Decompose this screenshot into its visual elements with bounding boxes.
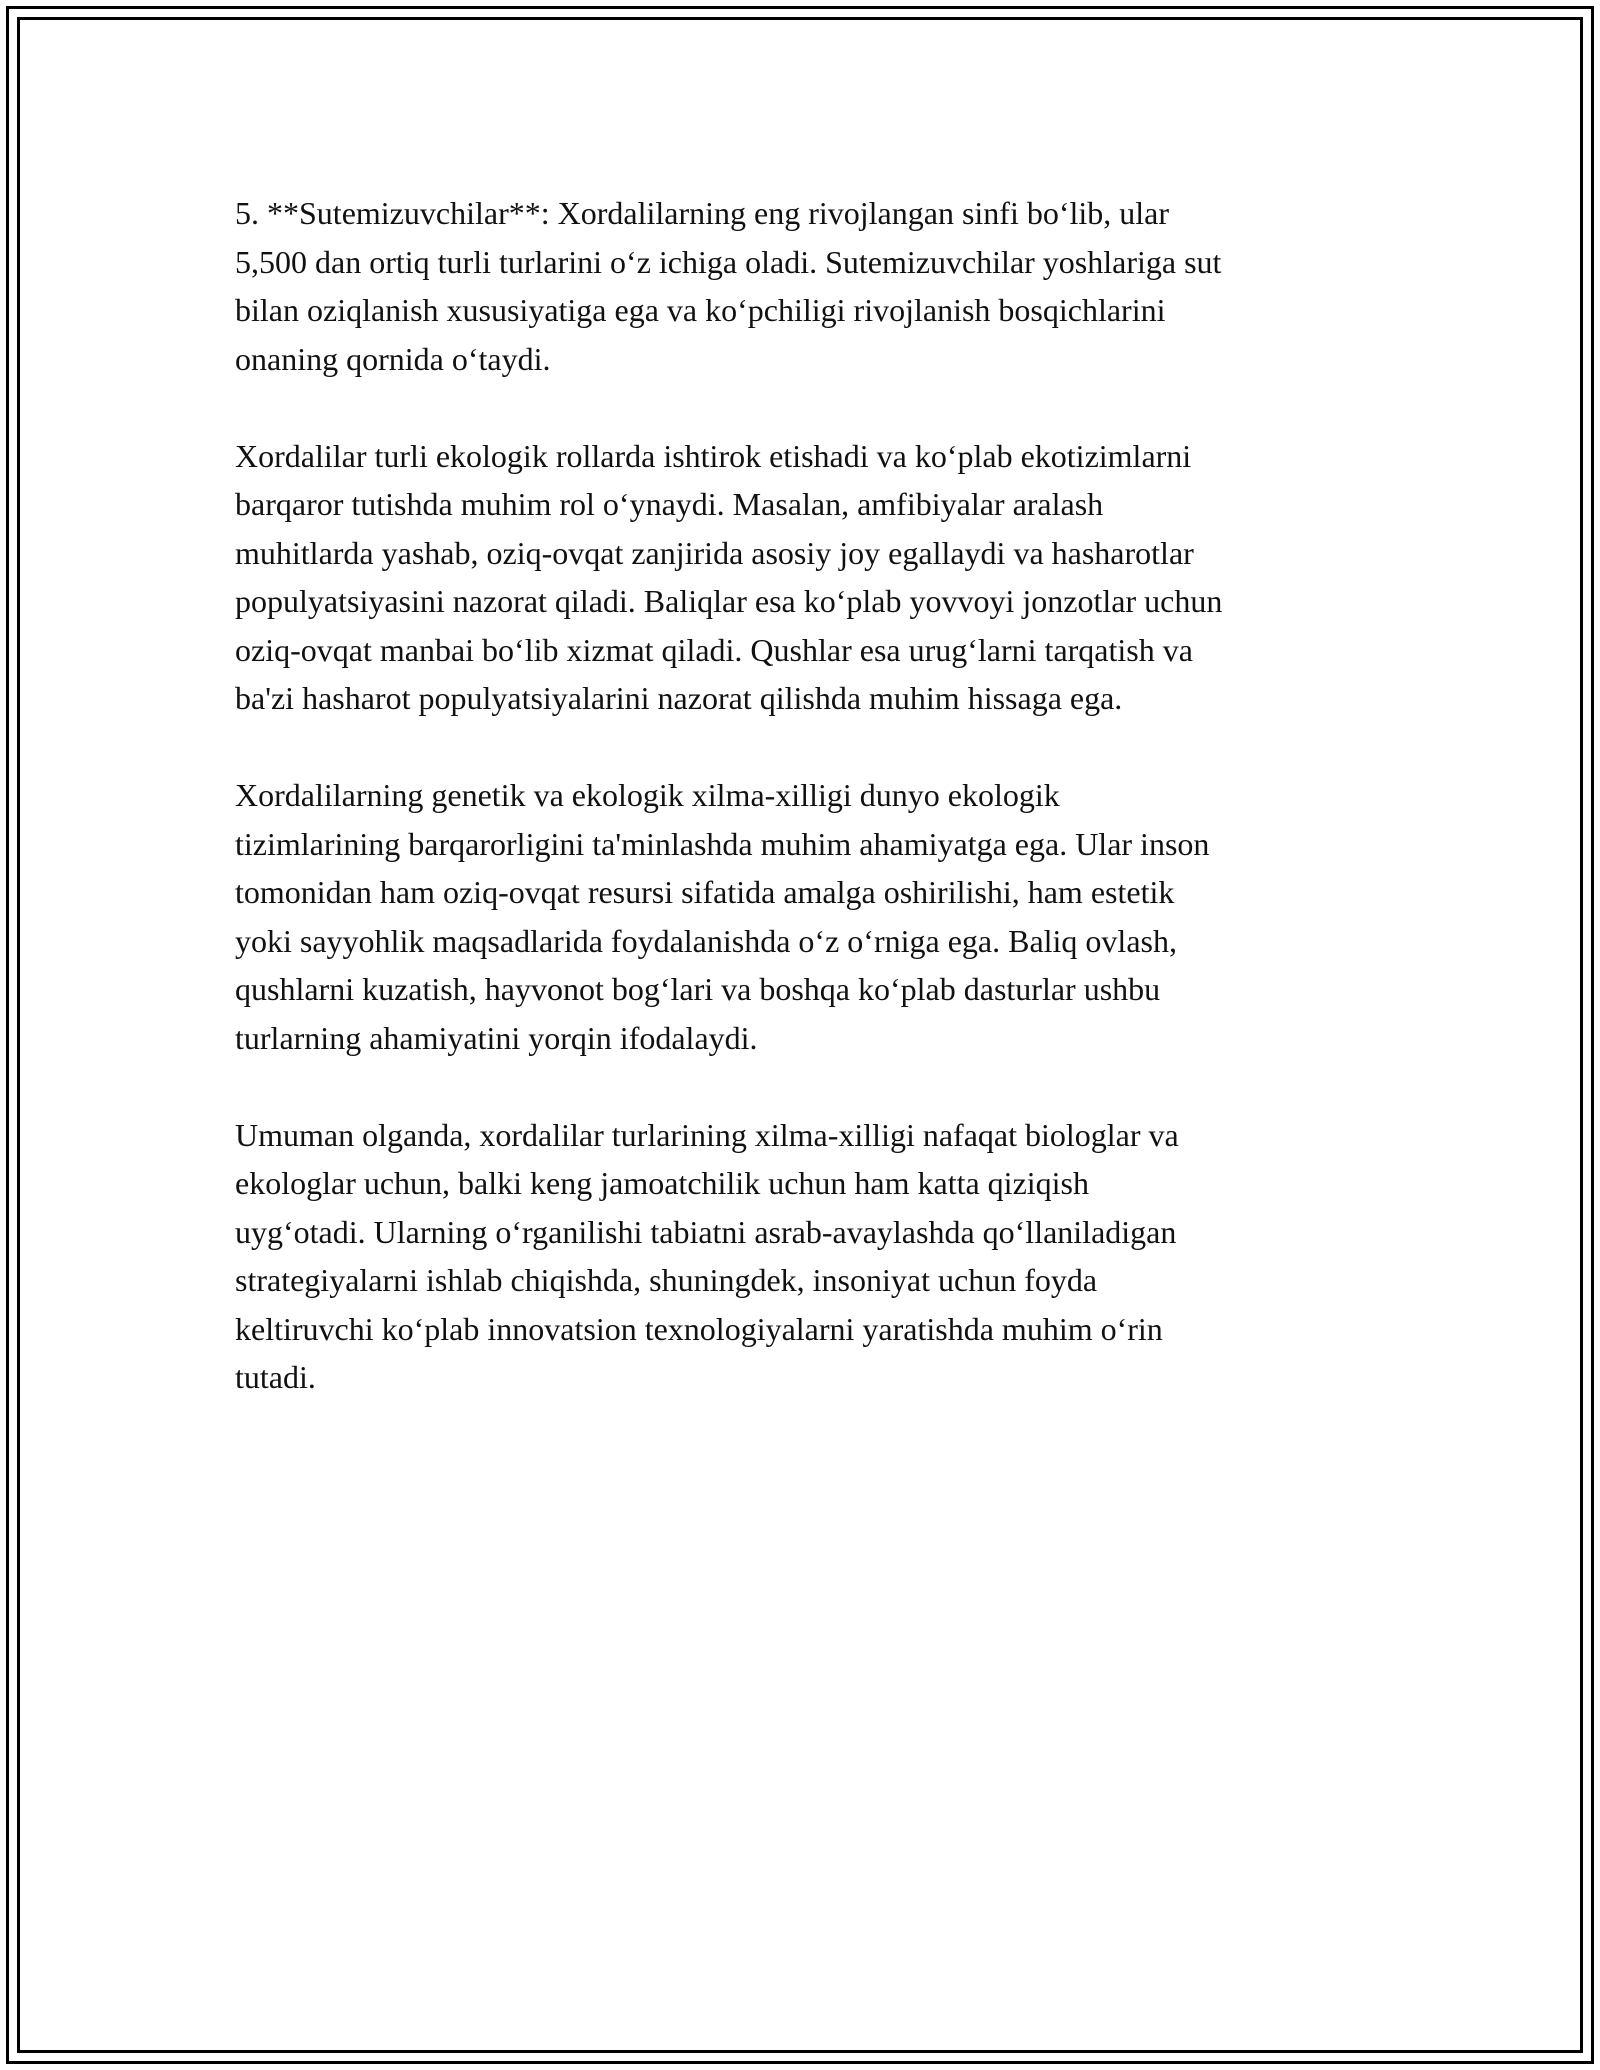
paragraph-conclusion: Umuman olganda, xordalilar turlarining xilma-xilligi nafaqat biologlar va ekologlar uchun, balki keng jamoatchilik uchun ham katta qiziqish uyg‘otadi. Ularning o‘rganilishi tabiatni asrab-avaylashda qo‘llaniladigan strategiyalarni ishlab chiqishda, shuningdek, insoniyat uchun foyda keltiruvchi ko‘plab innovatsion texnologiyalarni yaratishda muhim o‘rin tutadi. xyxy=(235,1116,1179,1395)
document-body xyxy=(235,189,1385,1450)
paragraph-mammals: 5. **Sutemizuvchilar**: Xordalilarning eng rivojlangan sinfi bo‘lib, ular 5,500 dan ortiq turli turlarini o‘z ichiga oladi. Sutemizuvchilar yoshlariga sut bilan oziqlanish xususiyatiga ega va ko‘pchiligi rivojlanish bosqichlarini onaning qornida o‘taydi. xyxy=(235,195,1222,377)
paragraph-ecological-roles: Xordalilar turli ekologik rollarda ishtirok etishadi va ko‘plab ekotizimlarni barqaror tutishda muhim rol o‘ynaydi. Masalan, amfibiyalar aralash muhitlarda yashab, oziq-ovqat zanjirida asosiy joy egallaydi va hasharotlar populyatsiyasini nazorat qiladi. Baliqlar esa ko‘plab yovvoyi jonzotlar uchun oziq-ovqat manbai bo‘lib xizmat qiladi. Qushlar esa urug‘larni tarqatish va ba'zi hasharot populyatsiyalarini nazorat qilishda muhim hissaga ega. xyxy=(235,437,1223,716)
paragraph-genetic-diversity: Xordalilarning genetik va ekologik xilma-xilligi dunyo ekologik tizimlarining barqarorligini ta'minlashda muhim ahamiyatga ega. Ular inson tomonidan ham oziq-ovqat resursi sifatida amalga oshirilishi, ham estetik yoki sayyohlik maqsadlarida foydalanishda o‘z o‘rniga ega. Baliq ovlash, qushlarni kuzatish, hayvonot bog‘lari va boshqa ko‘plab dasturlar ushbu turlarning ahamiyatini yorqin ifodalaydi. xyxy=(235,777,1210,1056)
